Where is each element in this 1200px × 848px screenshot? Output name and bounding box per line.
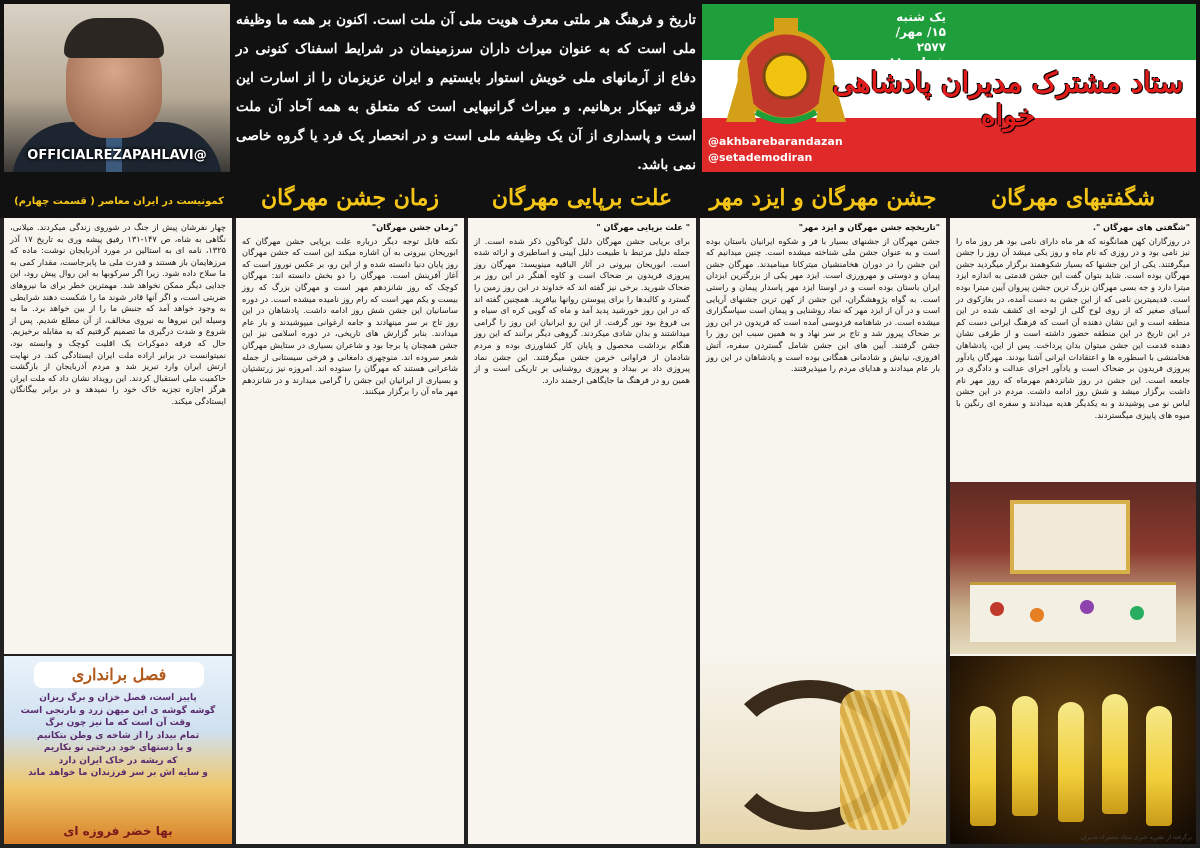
article-column-5 [4, 218, 232, 654]
dancers-photo [950, 656, 1196, 844]
header [0, 0, 1200, 178]
col3-lead: " علت برپایی مهرگان " [596, 222, 690, 232]
social-handles [708, 134, 843, 166]
poem-line: و سایه اش بر سر فرزندان ما خواهد ماند [28, 768, 208, 778]
issue-day: یک شنبه [896, 10, 946, 24]
intro-text: تاریخ و فرهنگ هر ملتی معرف هویت ملی آن ملت است. اکنون بر همه ما وظیفه ملی است که به عنوان میراث داران سرزمینمان در شرایط اسفناک کنونی در دفاع از آرمانهای ملی خویش استوار بایستیم و ایران عزیزمان را از اسارت این فرقه تبهکار برهانیم. و میراث گرانبهایی است که متعلق به همه آحاد آن ملت است و پاسداری از آن یک وظیفه ملی است و در انحصار یک فرد یا گروه خاصی نمی باشد. [236, 12, 696, 173]
poem-lines [12, 692, 224, 780]
col3-body: برای برپایی جشن مهرگان دلیل گوناگون ذکر شده است. از جمله دلیل مرتبط با طبیعت دلیل آیینی و اساطیری و ارائه شده است. ابوریحان بیرونی در آثار الباقیه مینویسد: مهرگان روز پیروزی فریدون بر ضحاک است و کاوه آهنگر در این روز بر ضحاک شورید. برخی نیز گفته اند که خداوند در این روز زمین را گسترد و کالبدها را برای پیوستن روانها بیافرید. همچنین گفته اند که در این روز خورشید پدید آمد و ماه که گویی کره ای سیاه و بی فروغ بود نور گرفت. از این رو ایرانیان این روز را گرامی میداشتند و بدان شادی میکردند. گروهی دیگر برآنند که این روز هنگام برداشت محصول و پایان کار کشاورزی بوده و مردم شادمان از فراوانی خرمن جشن میگرفتند. این جشن نماد پیروزی داد بر بیداد و پیروزی روشنایی بر تاریکی است و از همین رو در فرهنگ ما جایگاهی ارجمند دارد. [474, 235, 690, 385]
article-column-3 [468, 218, 696, 844]
portrait-photo [4, 4, 230, 172]
banner-title: ستاد مشترک مدیران پادشاهی خواه [832, 66, 1184, 132]
mehregan-table-photo [950, 482, 1196, 654]
poem-author: بها خضر فروزه ای [63, 824, 173, 838]
portrait-handle: @OFFICIALREZAPAHLAVI [27, 148, 207, 163]
mehregan-illustration [700, 650, 946, 844]
flag-banner [702, 4, 1196, 172]
poem-title: فصل برانداری [34, 662, 204, 688]
col1-body: در روزگاران کهن همانگونه که هر ماه دارای نامی بود هر روز ماه را نیز نامی بود و در روزی که نام ماه و روز یکی میشد آن روز را جشن میگرفتند. یکی از این جشنها که بسیار شکوهمند برگزار میگردید جشن مهرگان بوده است. شاید بتوان گفت این جشن قدمتی به اندازه ایزد میترا دارد و جه بسی مهرگان بزرگ ترین جشن پیروان آیین میترا بوده است. قدیمیترین نامی که از این جشن به دست آمده، در بغازکوی در آسیای صغیر که از روی لوح گلی از لوحه ای کشف شده در این منطقه است و این نشان دهنده آن است که فرهنگ ایرانی دست کم در این تاریخ در این منطقه حضور داشته است و از طرفی نشان دهنده قدمت این جشن میتوان بدان پرداخت. پس از این، پادشاهان هخامنشی با اسطوره ها و اعتقادات ایرانی آشنا بودند. مهرگان یادآور پیروزی فریدون بر ضحاک است و یادآور اجرای عدالت و دادگری در جامعه است. این جشن در روز شانزدهم مهرماه که روز مهر نام داشت برگزار میشد و شش روز ادامه داشت. مردم در این جشن لباس نو می پوشیدند و به یکدیگر هدیه میدادند و سفره ای رنگین با میوه های پاییزی میگستردند. [956, 235, 1190, 420]
issue-date-box [866, 10, 946, 70]
poem-line: پاییز است، فصل خزان و برگ ریزان [39, 693, 197, 703]
telegram-handle-2[interactable]: @setademodiran [708, 151, 813, 164]
col2-lead: "تاریخچه جشن مهرگان و ایزد مهر" [798, 222, 940, 232]
col2-title: جشن مهرگان و ایزد مهر [709, 185, 937, 211]
telegram-handle-1[interactable]: @akhbarebarandazan [708, 135, 843, 148]
col5-body: چهار نفرشان پیش از جنگ در شوروی زندگی میکردند. میلانی، نگاهی به شاه، ص ۱۴۷-۱۳۱ رفیق پیشه وری به تاریخ ۱۷ آذر ۱۳۲۵، نامه ای به استالین در مورد آذربایجان نوشت: ماده که مرزهایمان باز هستند و قدرت ملی ما پابرجاست، مقدار کمی به ما سلاح داده شود. زیرا اگر سرکوبها به این روال پیش رود، این جدایی دیگر ممکن نخواهد شد. مهمترین خطر برای ما نیروهای ضربتی است، و اگر آنها قادر شوند ما را شکست دهند شرایطی به وجود خواهد آمد که جنبش ما را از بین خواهد برد. ما به وسیله این نیروها به نیروی مخالف، از آن مطلع شدیم. پس از شروع و شدت درگیری ما تصمیم گرفتیم که به مقابله برخیزیم. حال که فرقه دموکرات یک اقلیت کوچک و وابسته بود، نمیتوانست در برابر اراده ملت ایران ایستادگی کند. در نهایت ارتش ایران وارد تبریز شد و مردم آذربایجان از بازگشت حاکمیت ملی استقبال کردند. این رویداد نشان داد که ملت ایران هرگز اجازه تجزیه خاک خود را نمیدهد و در برابر بیگانگان ایستادگی میکند. [10, 222, 226, 406]
col4-title: زمان جشن مهرگان [261, 185, 439, 211]
poem-line: تمام بیداد را از شاخه ی وطن بتکانیم [36, 730, 200, 741]
col2-body: جشن مهرگان از جشنهای بسیار با فر و شکوه ایرانیان باستان بوده است و به عنوان جشن ملی شناخته میشده است. چنین میدانیم که این جشن را در دوران هخامنشیان میترکانا مینامیدند. مهرگان جشن پیمان و دوستی و مهرورزی است. ایزد مهر یکی از بزرگترین ایزدان ایران باستان بوده است و در اوستا ایزد مهر پاسدار پیمان و راستی است. به گواه پژوهشگران، این جشن از کهن ترین جشنهای آریایی است و در آن از ایزد مهر که نماد روشنایی و پیمان است سپاسگزاری میشده است. در شاهنامه فردوسی آمده است که فریدون در این روز بر ضحاک پیروز شد و تاج بر سر نهاد و به همین سبب این روز را جشن گرفتند. آیین های این جشن شامل گستردن سفره، آتش افروزی، نیایش و شادمانی همگانی بوده است و پادشاهان در این روز بار عام میدادند و هدایای مردم را میپذیرفتند. [706, 235, 940, 374]
col5-title: کمونیست در ایران معاصر ( قسمت چهارم) [14, 196, 224, 207]
autumn-poem-box [4, 656, 232, 844]
poem-line: و با دستهای خود درختی نو بکاریم [43, 743, 193, 753]
issue-number: شماره ۱۱ [888, 55, 946, 69]
footer-note: برگرفته از نشریه خبری ستاد مشترک مدیران [1080, 834, 1192, 841]
issue-date: ۱۵/ مهر/ ۲۵۷۷ [895, 25, 946, 54]
poem-line: وقت آن است که ما نیز چون برگ [45, 718, 191, 728]
col1-lead: "شگفتی های مهرگان ". [1092, 222, 1190, 232]
poem-line: گوشه گوشه ی این میهن زرد و نارنجی است [20, 705, 216, 716]
col1-title: شگفتیهای مهرگان [990, 185, 1156, 211]
poem-line: که ریشه در خاک ایران دارد [58, 755, 178, 766]
col4-body: نکته قابل توجه دیگر درباره علت برپایی جشن مهرگان که ابوریحان بیرونی به آن اشاره میکند این است که جشن مهرگان روز پایان دنیا دانسته شده و از این رو، بر عکس نوروز است که آغاز آفرینش است. مهرگان را دو بخش دانسته اند: مهرگان کوچک که روز شانزدهم مهر است و مهرگان بزرگ که روز بیست و یکم مهر است که رام روز نامیده میشده است. در دوره ساسانیان این جشن شش روز ادامه داشت. پادشاهان در این روز تاج بر سر مینهادند و جامه ارغوانی میپوشیدند و بار عام میدادند. بنابر گزارش های تاریخی، در دوره اسلامی نیز این جشن همچنان پا برجا بود و شاعران بسیاری در ستایش مهرگان شعر سروده اند. منوچهری دامغانی و فرخی سیستانی از جمله شاعرانی هستند که مهرگان را ستوده اند. امروزه نیز زرتشتیان و بسیاری از ایرانیان این جشن را گرامی میدارند و در شانزدهم مهر ماه آن را برگزار میکنند. [242, 235, 458, 397]
article-column-4 [236, 218, 464, 844]
col4-lead: "زمان جشن مهرگان" [371, 222, 458, 232]
col3-title: علت برپایی مهرگان [491, 185, 673, 211]
